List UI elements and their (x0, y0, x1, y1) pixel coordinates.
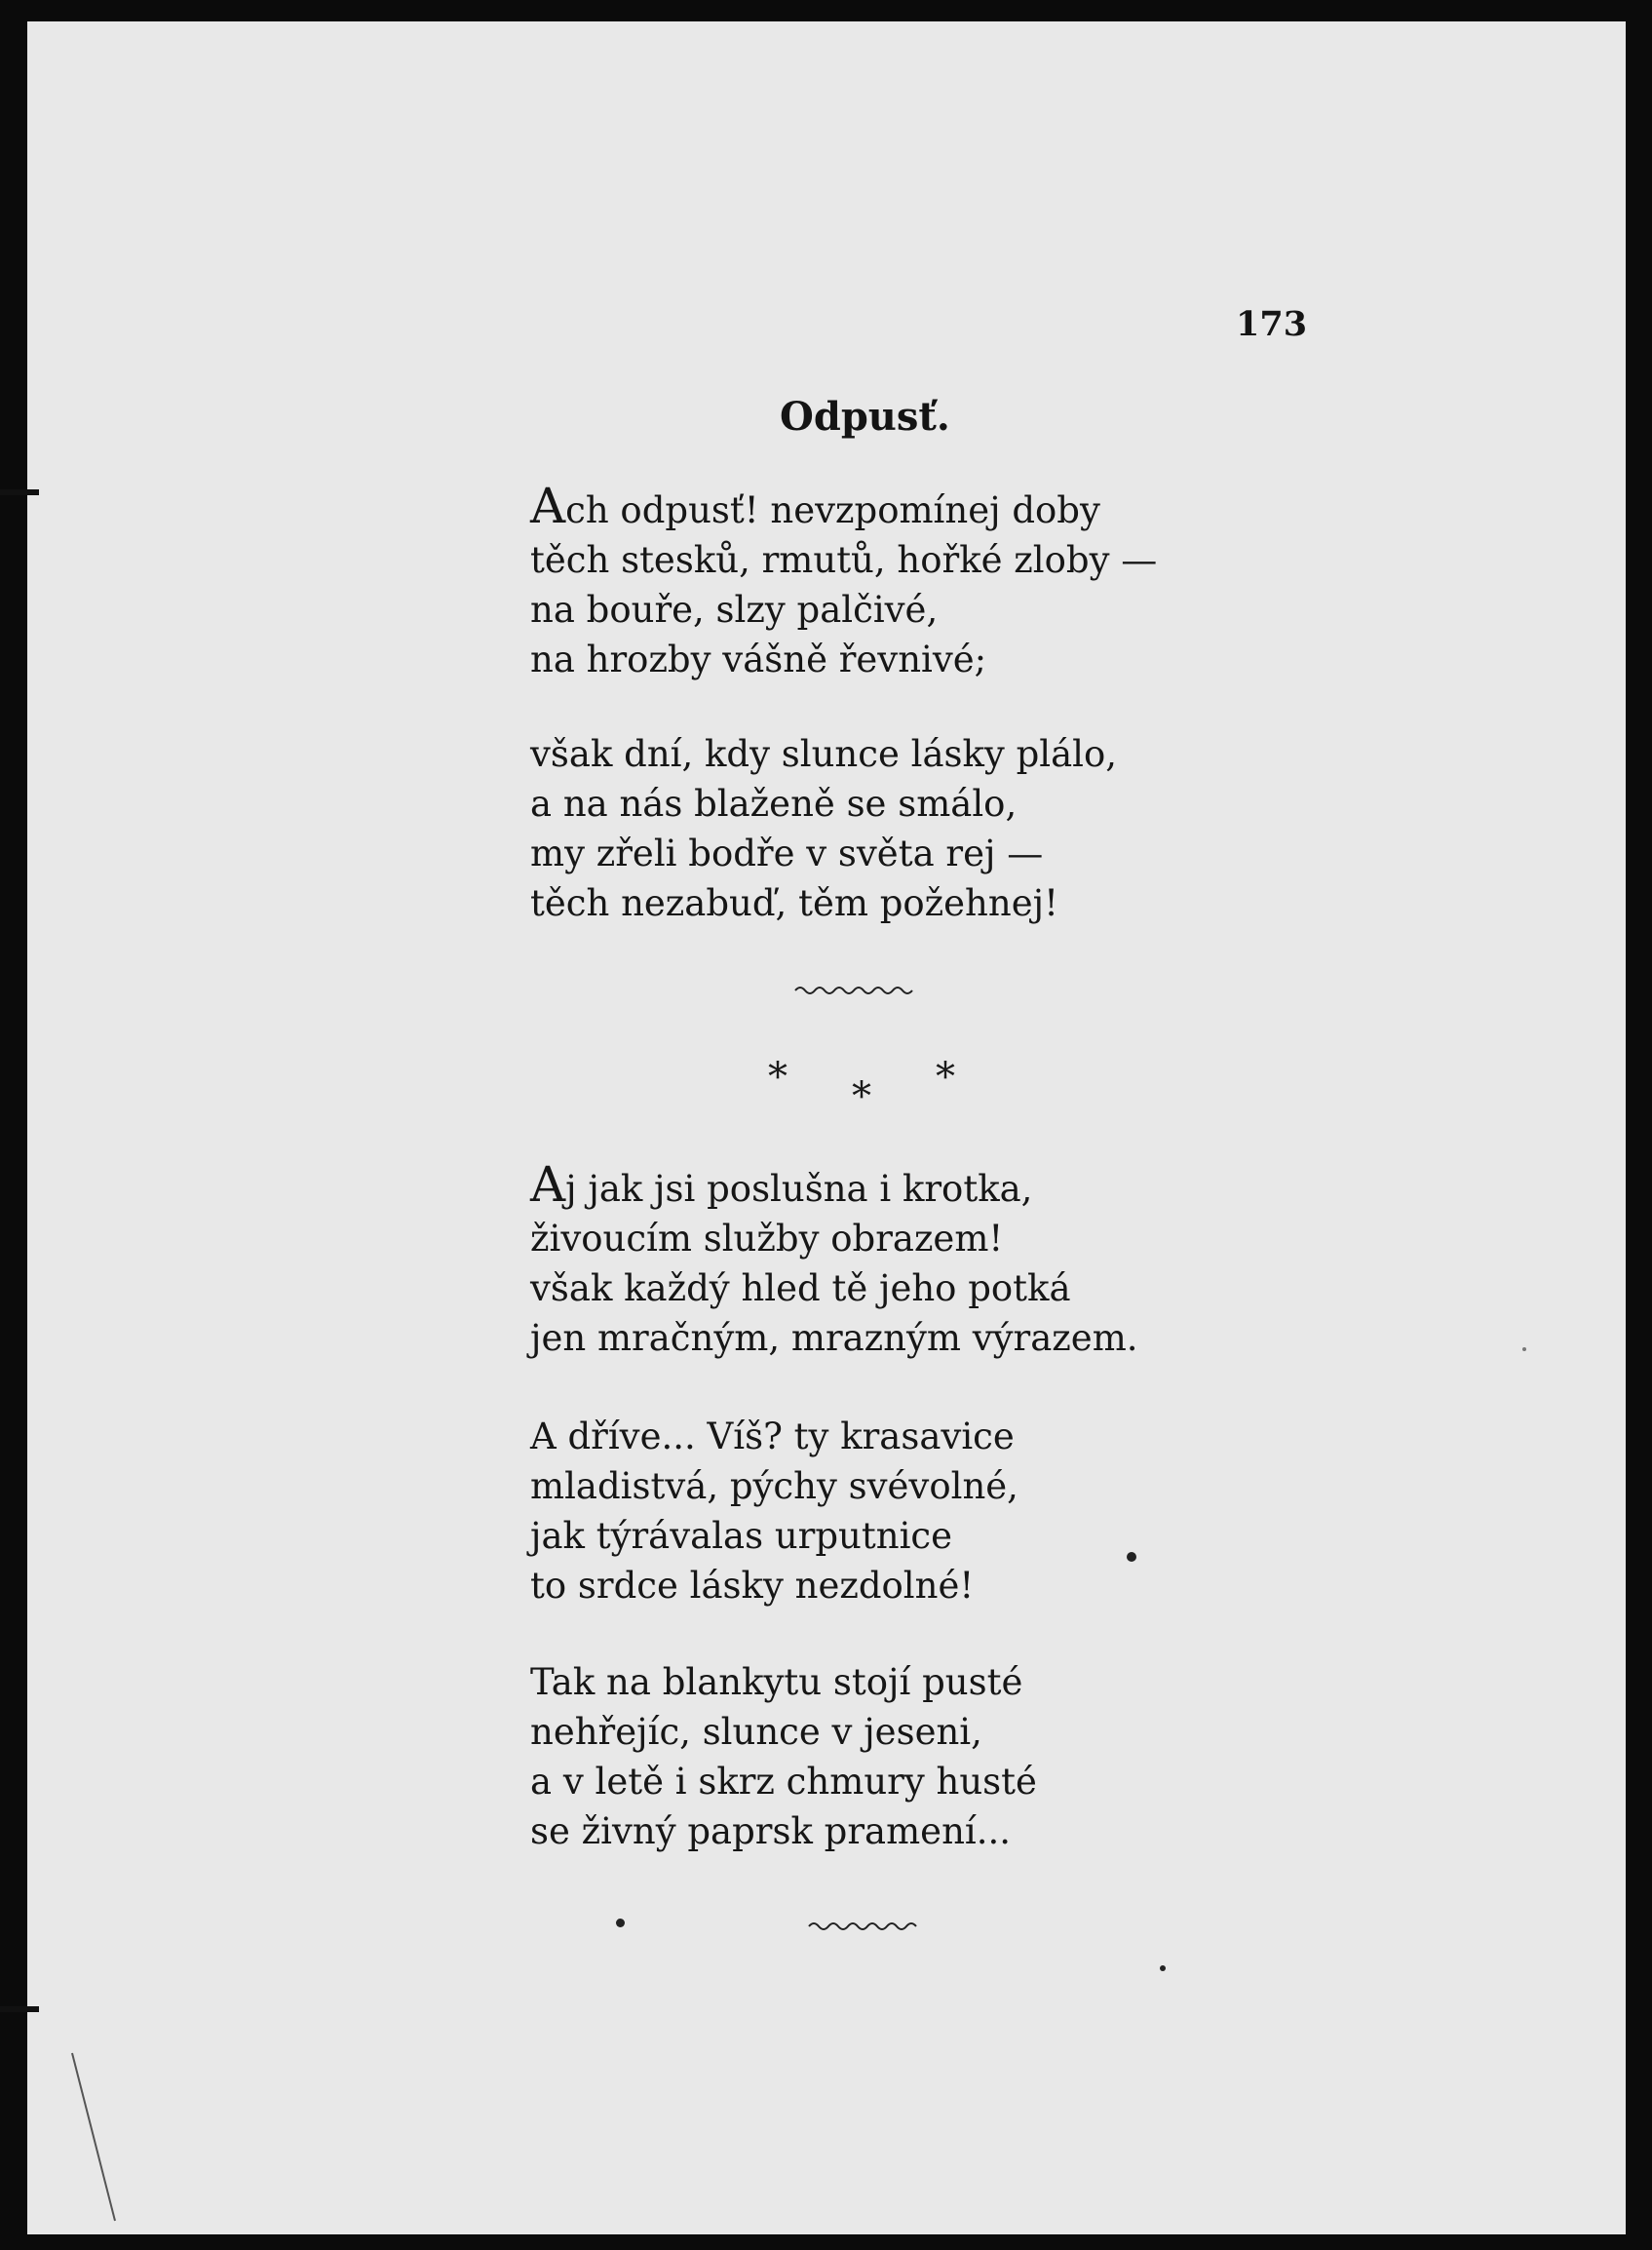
poem-line: na hrozby vášně řevnivé; (530, 639, 987, 680)
ink-speck (616, 1919, 625, 1927)
poem-line: my zřeli bodře v světa rej — (530, 833, 1044, 874)
poem-line: však každý hled tě jeho potká (530, 1267, 1071, 1309)
poem-line: Tak na blankytu stojí pusté (530, 1661, 1023, 1703)
poem-line: Aj jak jsi poslušna i krotka, (530, 1156, 1033, 1213)
book-page (27, 21, 1626, 2234)
edge-tick (0, 2006, 39, 2012)
poem-line: mladistvá, pýchy svévolné, (530, 1465, 1018, 1507)
poem-line: živoucím služby obrazem! (530, 1218, 1004, 1260)
poem2-stanza-1 (530, 1156, 1138, 1363)
poem1-stanza-1 (530, 478, 1158, 684)
poem-line: jen mračným, mrazným výrazem. (530, 1317, 1138, 1359)
ink-speck (1522, 1347, 1526, 1351)
poem-line: a v letě i skrz chmury husté (530, 1761, 1037, 1803)
drop-cap: A (530, 1156, 566, 1213)
scan-scratch (66, 2049, 125, 2225)
separator-asterisk: * (852, 1074, 871, 1119)
poem-line: Ach odpusť! nevzpomínej doby (530, 478, 1100, 534)
poem2-stanza-3 (530, 1657, 1037, 1856)
poem-line: nehřejíc, slunce v jeseni, (530, 1711, 982, 1753)
poem2-stanza-2 (530, 1412, 1018, 1610)
page-number: 173 (1236, 304, 1308, 344)
wavy-ornament (807, 1919, 924, 1932)
separator-asterisk: * (768, 1055, 788, 1100)
poem-line: A dříve... Víš? ty krasavice (530, 1416, 1015, 1457)
poem-line: na bouře, slzy palčivé, (530, 589, 939, 631)
ink-speck (1160, 1965, 1166, 1971)
poem-line: a na nás blaženě se smálo, (530, 783, 1018, 825)
poem-title: Odpusť. (780, 394, 950, 440)
poem-line: jak týrávalas urputnice (530, 1515, 953, 1557)
ink-speck (1127, 1552, 1136, 1562)
separator-asterisk: * (936, 1055, 955, 1100)
poem-line: těch stesků, rmutů, hořké zloby — (530, 539, 1158, 581)
poem-line: však dní, kdy slunce lásky plálo, (530, 733, 1118, 775)
wavy-ornament (793, 983, 920, 996)
poem-line: to srdce lásky nezdolné! (530, 1565, 975, 1607)
drop-cap: A (530, 478, 566, 534)
edge-tick (0, 489, 39, 495)
poem-line: těch nezabuď, těm požehnej! (530, 882, 1058, 924)
poem-line: se živný paprsk pramení... (530, 1810, 1012, 1852)
poem1-stanza-2 (530, 729, 1117, 928)
